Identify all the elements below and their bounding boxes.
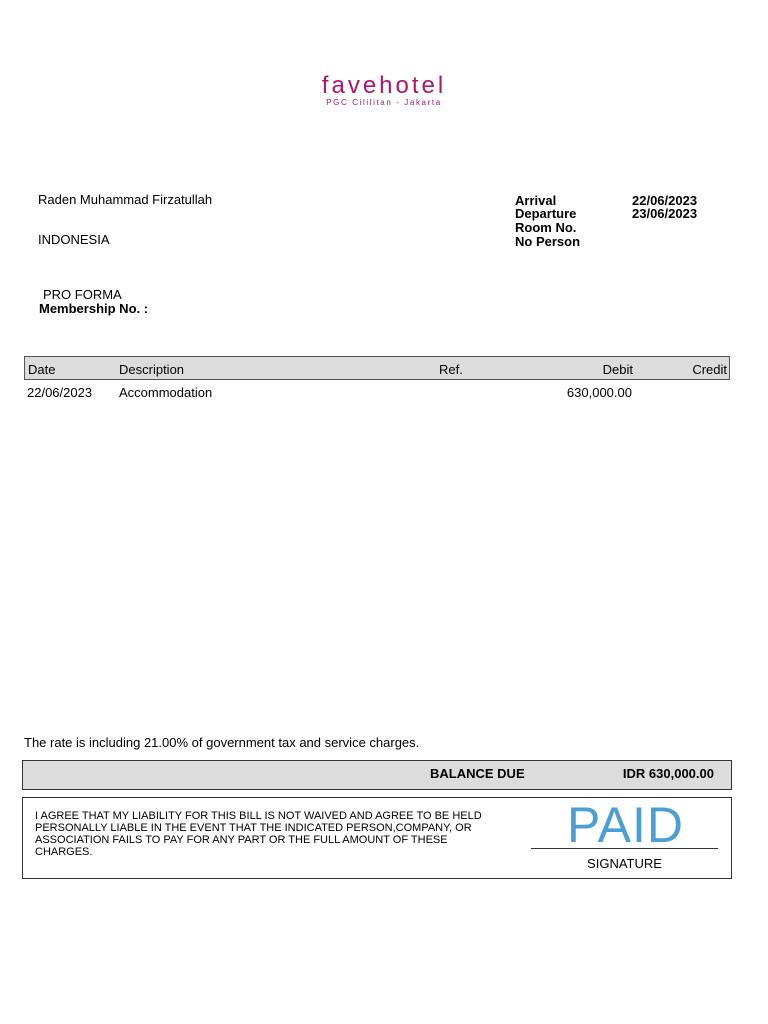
header-date: Date [28, 362, 56, 377]
room-label: Room No. [515, 220, 577, 235]
balance-due-bar [22, 760, 732, 790]
arrival-value: 22/06/2023 [632, 193, 698, 208]
guest-country: INDONESIA [38, 232, 110, 247]
departure-value: 23/06/2023 [632, 206, 698, 221]
brand-location: PGC Cililitan - Jakarta [326, 98, 442, 107]
membership-label: Membership No. : [39, 301, 149, 316]
signature-label: SIGNATURE [587, 856, 662, 871]
departure-label: Departure [515, 206, 577, 221]
row-date: 22/06/2023 [27, 385, 93, 400]
brand-name: favehotel [321, 72, 447, 99]
header-debit: Debit [602, 362, 633, 377]
agreement-box [22, 797, 732, 879]
balance-value: IDR 630,000.00 [622, 766, 714, 781]
header-ref: Ref. [439, 362, 463, 377]
table-header [24, 356, 730, 380]
arrival-label: Arrival [515, 193, 557, 208]
tax-note: The rate is including 21.00% of government tax and service charges. [24, 735, 420, 750]
guest-name: Raden Muhammad Firzatullah [38, 192, 213, 207]
table-row [24, 380, 730, 402]
header-credit: Credit [692, 362, 727, 377]
bill-type: PRO FORMA [43, 287, 122, 302]
agreement-text: I AGREE THAT MY LIABILITY FOR THIS BILL IS NOT WAIVED AND AGREE TO BE HELD PERSONALLY LIABLE IN THE EVENT THAT THE INDICATED PERSON,COMPANY, OR ASSOCIATION FAILS TO PAY FOR ANY PART OR THE FULL AMOUNT OF THESE CHARGES. [35, 810, 482, 858]
row-description: Accommodation [119, 385, 213, 400]
paid-stamp: PAID [567, 797, 684, 853]
header-description: Description [119, 362, 185, 377]
person-label: No Person [515, 234, 581, 249]
hotel-logo [0, 72, 768, 107]
row-debit: 630,000.00 [566, 385, 632, 400]
signature-line [531, 848, 718, 849]
balance-label: BALANCE DUE [430, 766, 525, 781]
